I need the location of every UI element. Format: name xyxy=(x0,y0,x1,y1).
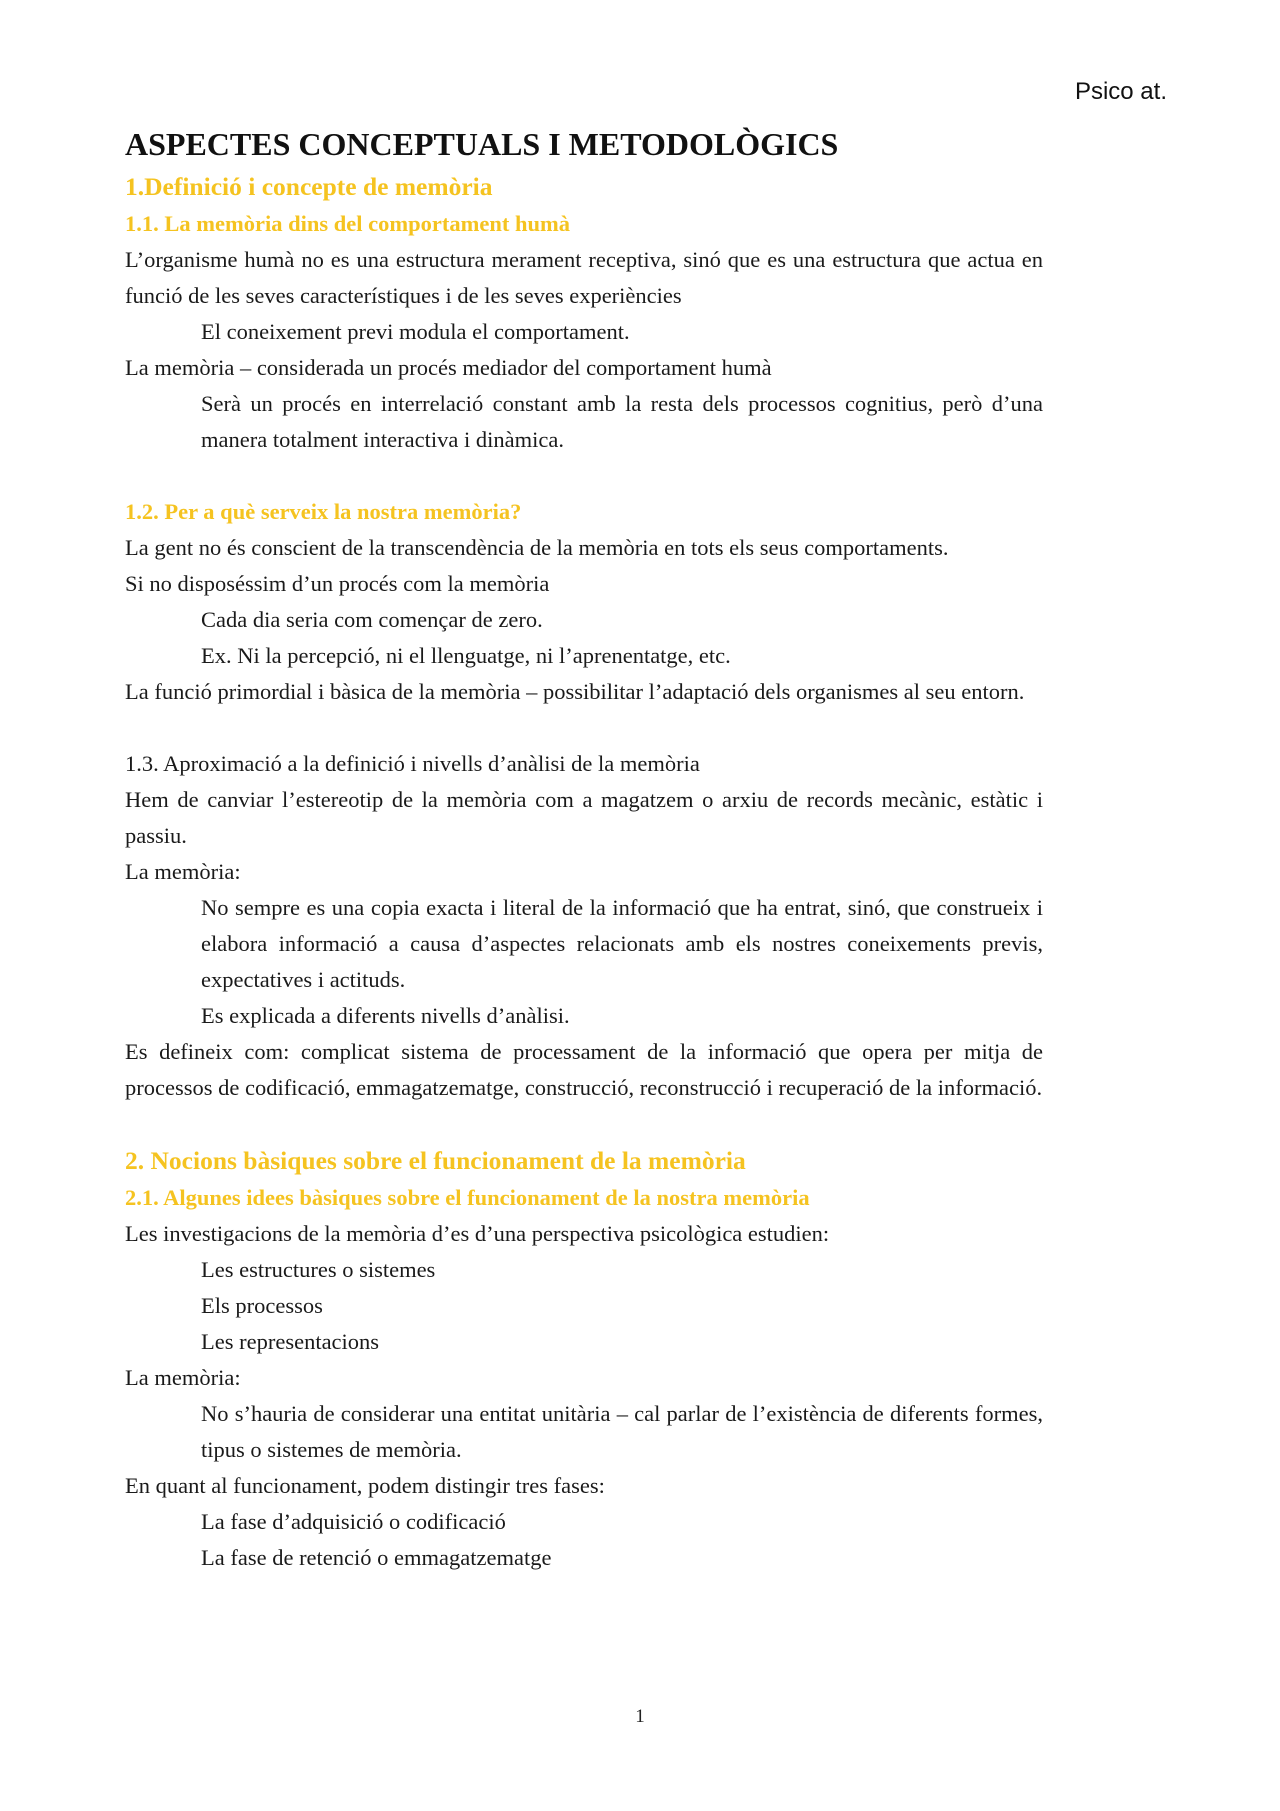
paragraph: Si no disposéssim d’un procés com la memòria xyxy=(125,571,550,596)
indented-paragraph: La fase de retenció o emmagatzematge xyxy=(201,1545,552,1570)
section-1-3-heading: 1.3. Aproximació a la definició i nivells d’anàlisi de la memòria xyxy=(125,751,700,776)
paragraph: Es defineix com: complicat sistema de processament de la informació que opera per mitja de processos de codificació, emmagatzematge, construcció, reconstrucció i recuperació de la informació. xyxy=(125,1039,1043,1100)
paragraph: La memòria: xyxy=(125,859,241,884)
document-title: ASPECTES CONCEPTUALS I METODOLÒGICS xyxy=(125,126,839,162)
paragraph: La funció primordial i bàsica de la memòria – possibilitar l’adaptació dels organismes al seu entorn. xyxy=(125,679,1025,704)
paragraph: L’organisme humà no es una estructura merament receptiva, sinó que es una estructura que actua en funció de les seves característiques i de les seves experiències xyxy=(125,247,1043,308)
indented-paragraph: Es explicada a diferents nivells d’anàlisi. xyxy=(201,1003,570,1028)
indented-paragraph: El coneixement previ modula el comportament. xyxy=(201,319,630,344)
paragraph: La memòria – considerada un procés mediador del comportament humà xyxy=(125,355,772,380)
paragraph: La memòria: xyxy=(125,1365,241,1390)
paragraph: En quant al funcionament, podem distingir tres fases: xyxy=(125,1473,605,1498)
indented-paragraph: Cada dia seria com començar de zero. xyxy=(201,607,543,632)
section-1-1-heading: 1.1. La memòria dins del comportament humà xyxy=(125,211,570,236)
section-2-1-heading: 2.1. Algunes idees bàsiques sobre el funcionament de la nostra memòria xyxy=(125,1185,810,1210)
indented-paragraph: Serà un procés en interrelació constant amb la resta dels processos cognitius, però d’una manera totalment interactiva i dinàmica. xyxy=(201,391,1043,452)
section-1-2-heading: 1.2. Per a què serveix la nostra memòria? xyxy=(125,499,522,524)
paragraph: La gent no és conscient de la transcendència de la memòria en tots els seus comportaments. xyxy=(125,535,949,560)
indented-paragraph: Les estructures o sistemes xyxy=(201,1257,436,1282)
indented-paragraph: No s’hauria de considerar una entitat unitària – cal parlar de l’existència de diferents formes, tipus o sistemes de memòria. xyxy=(201,1401,1043,1462)
section-1-heading: 1.Definició i concepte de memòria xyxy=(125,172,493,201)
document-body xyxy=(125,124,1043,1576)
spacer xyxy=(125,710,1043,746)
indented-paragraph: Ex. Ni la percepció, ni el llenguatge, ni l’aprenentatge, etc. xyxy=(201,643,731,668)
spacer xyxy=(125,1106,1043,1142)
paragraph: Les investigacions de la memòria d’es d’una perspectiva psicològica estudien: xyxy=(125,1221,830,1246)
indented-paragraph: Les representacions xyxy=(201,1329,380,1354)
indented-paragraph: Els processos xyxy=(201,1293,323,1318)
spacer xyxy=(125,458,1043,494)
indented-paragraph: La fase d’adquisició o codificació xyxy=(201,1509,506,1534)
paragraph: Hem de canviar l’estereotip de la memòria com a magatzem o arxiu de records mecànic, estàtic i passiu. xyxy=(125,787,1043,848)
section-2-heading: 2. Nocions bàsiques sobre el funcionament de la memòria xyxy=(125,1146,746,1175)
page-number: 1 xyxy=(635,1706,645,1727)
header-course-label: Psico at. xyxy=(1074,78,1167,105)
indented-paragraph: No sempre es una copia exacta i literal de la informació que ha entrat, sinó, que construeix i elabora informació a causa d’aspectes relacionats amb els nostres coneixements previs, expectatives i actituds. xyxy=(201,895,1043,992)
